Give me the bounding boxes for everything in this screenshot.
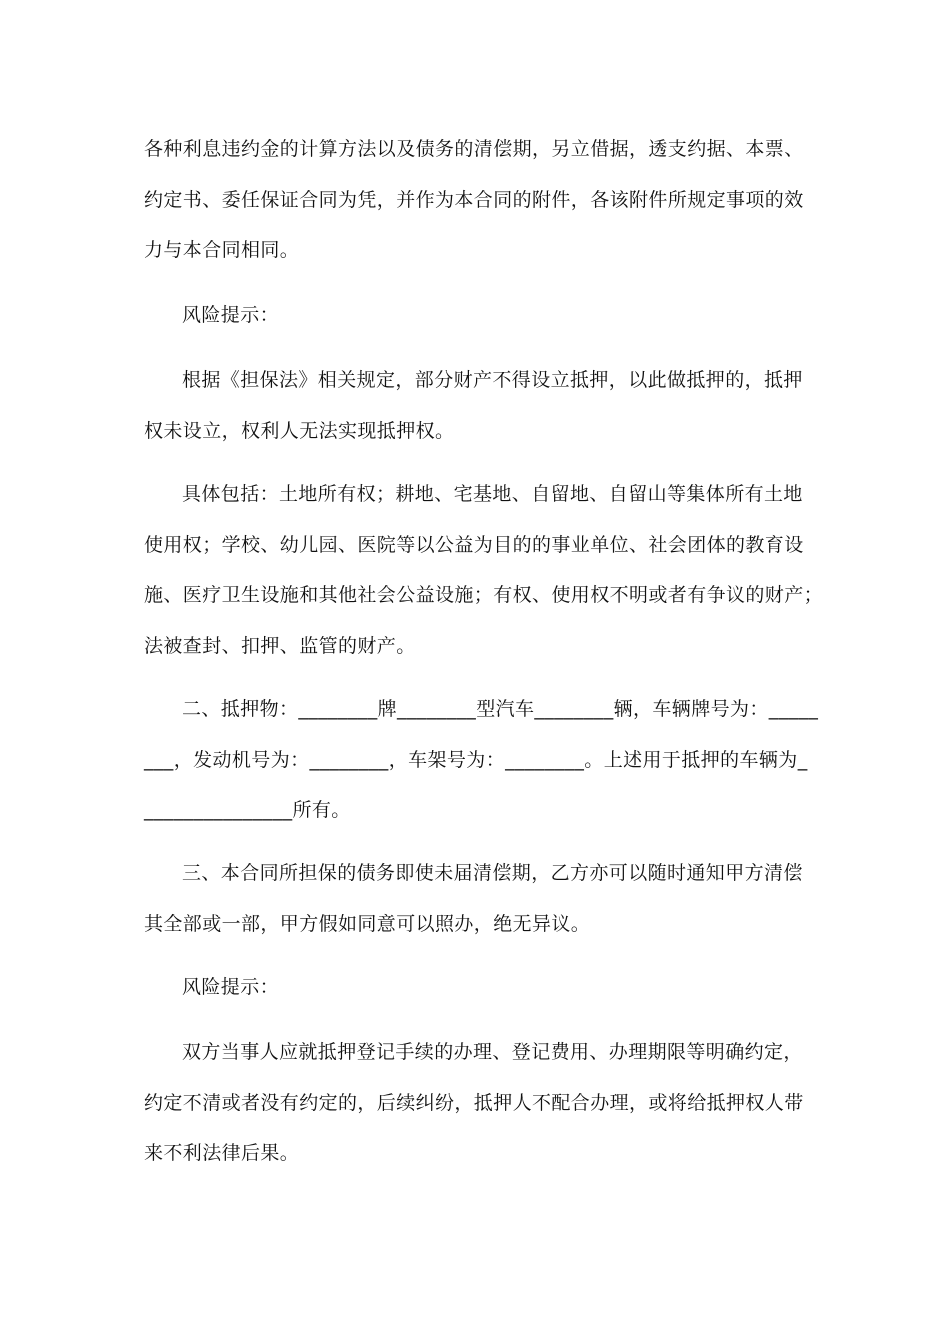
text-line: 其全部或一部，甲方假如同意可以照办，绝无异议。 bbox=[144, 912, 591, 935]
clause-two-collateral bbox=[144, 684, 819, 836]
text-line: 约定书、委任保证合同为凭，并作为本合同的附件，各该附件所规定事项的效 bbox=[144, 188, 804, 211]
paragraph-specific-items bbox=[144, 469, 824, 671]
text-line: 使用权；学校、幼儿园、医院等以公益为目的的事业单位、社会团体的教育设 bbox=[144, 533, 804, 556]
text-line: _______________所有。 bbox=[144, 799, 351, 821]
text-line: 根据《担保法》相关规定，部分财产不得设立抵押，以此做抵押的，抵押 bbox=[182, 369, 803, 391]
risk-notice-heading bbox=[144, 962, 804, 1013]
text-line: 三、本合同所担保的债务即使未届清偿期，乙方亦可以随时通知甲方清偿 bbox=[182, 862, 803, 884]
text-line: 风险提示： bbox=[182, 976, 280, 998]
text-line: 具体包括：土地所有权；耕地、宅基地、自留地、自留山等集体所有土地 bbox=[182, 483, 803, 505]
text-line: ___，发动机号为：________，车架号为：________。上述用于抵押的车辆为_ bbox=[144, 748, 808, 771]
text-line: 约定不清或者没有约定的，后续纠纷，抵押人不配合办理，或将给抵押权人带 bbox=[144, 1091, 804, 1114]
paragraph-guarantee-law bbox=[144, 355, 804, 456]
risk-notice-heading bbox=[144, 290, 804, 341]
text-line: 施、医疗卫生设施和其他社会公益设施；有权、使用权不明或者有争议的财产； bbox=[144, 584, 824, 606]
text-line: 风险提示： bbox=[182, 304, 280, 326]
text-line: 权未设立，权利人无法实现抵押权。 bbox=[144, 419, 455, 442]
paragraph-registration-notice bbox=[144, 1027, 804, 1179]
text-line: 各种利息违约金的计算方法以及债务的清偿期，另立借据，透支约据、本票、 bbox=[144, 138, 804, 160]
text-line: 二、抵押物：________牌________型汽车________辆，车辆牌号为：_____ bbox=[182, 698, 819, 720]
text-line: 法被查封、扣押、监管的财产。 bbox=[144, 634, 416, 657]
paragraph-appendix-terms bbox=[144, 124, 804, 276]
text-line: 力与本合同相同。 bbox=[144, 239, 300, 261]
clause-three-repayment bbox=[144, 848, 804, 949]
text-line: 双方当事人应就抵押登记手续的办理、登记费用、办理期限等明确约定， bbox=[182, 1041, 803, 1063]
text-line: 来不利法律后果。 bbox=[144, 1142, 300, 1164]
